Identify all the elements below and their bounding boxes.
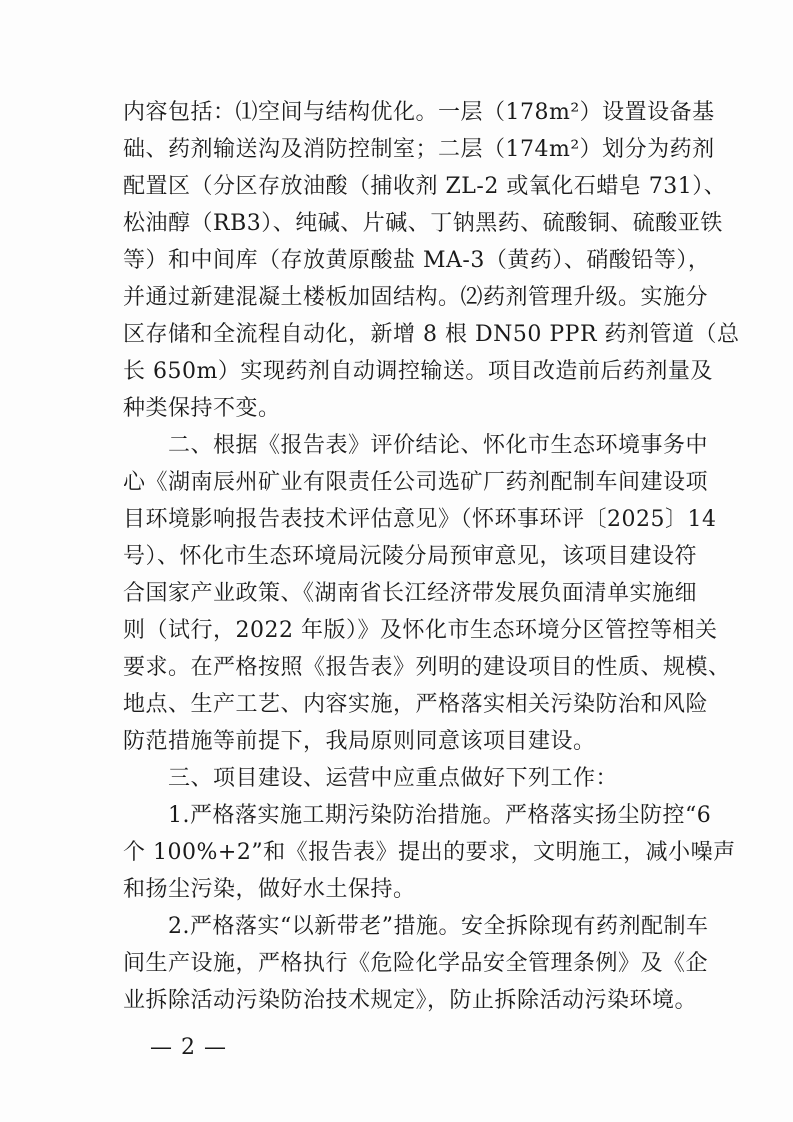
text-line: 目环境影响报告表技术评估意见》（怀环事环评〔2025〕14 [123,507,717,532]
text-line: 业拆除活动污染防治技术规定》，防止拆除活动污染环境。 [123,988,698,1013]
text-line: 防范措施等前提下，我局原则同意该项目建设。 [123,729,596,754]
text-line: 地点、生产工艺、内容实施，严格落实相关污染防治和风险 [123,692,709,717]
text-line: 等）和中间库（存放黄原酸盐 MA-3（黄药）、硝酸铅等）， [123,248,711,273]
text-line: 个 100%+2”和《报告表》提出的要求，文明施工，减小噪声 [123,840,736,865]
text-line: 1.严格落实施工期污染防治措施。严格落实扬尘防控“6 [123,803,712,828]
text-line: 则（试行，2022 年版）》及怀化市生态环境分区管控等相关 [123,618,718,643]
text-line: 种类保持不变。 [123,396,281,421]
text-line: 合国家产业政策、《湖南省长江经济带发展负面清单实施细 [123,581,698,606]
text-line: 2.严格落实“以新带老”措施。安全拆除现有药剂配制车 [123,914,709,939]
text-line: 础、药剂输送沟及消防控制室；二层（174m²）划分为药剂 [123,137,715,162]
text-line: 心《湖南辰州矿业有限责任公司选矿厂药剂配制车间建设项 [123,470,709,495]
text-line: 松油醇（RB3）、纯碱、片碱、丁钠黑药、硫酸铜、硫酸亚铁 [123,211,723,236]
text-line: 内容包括：⑴空间与结构优化。一层（178m²）设置设备基 [123,100,715,125]
text-line: 要求。在严格按照《报告表》列明的建设项目的性质、规模、 [123,655,731,680]
page-number: — 2 — [150,1035,227,1060]
text-line: 号）、怀化市生态环境局沅陵分局预审意见，该项目建设符 [123,544,698,569]
text-line: 区存储和全流程自动化，新增 8 根 DN50 PPR 药剂管道（总 [123,322,740,347]
text-line: 和扬尘污染，做好水土保持。 [123,877,416,902]
text-line: 间生产设施，严格执行《危险化学品安全管理条例》及《企 [123,951,709,976]
text-line: 长 650m）实现药剂自动调控输送。项目改造前后药剂量及 [123,359,713,384]
text-line: 配置区（分区存放油酸（捕收剂 ZL-2 或氧化石蜡皂 731）、 [123,174,727,199]
text-line: 二、根据《报告表》评价结论、怀化市生态环境事务中 [123,433,709,458]
text-line: 三、项目建设、运营中应重点做好下列工作： [123,766,619,791]
text-line: 并通过新建混凝土楼板加固结构。⑵药剂管理升级。实施分 [123,285,709,310]
